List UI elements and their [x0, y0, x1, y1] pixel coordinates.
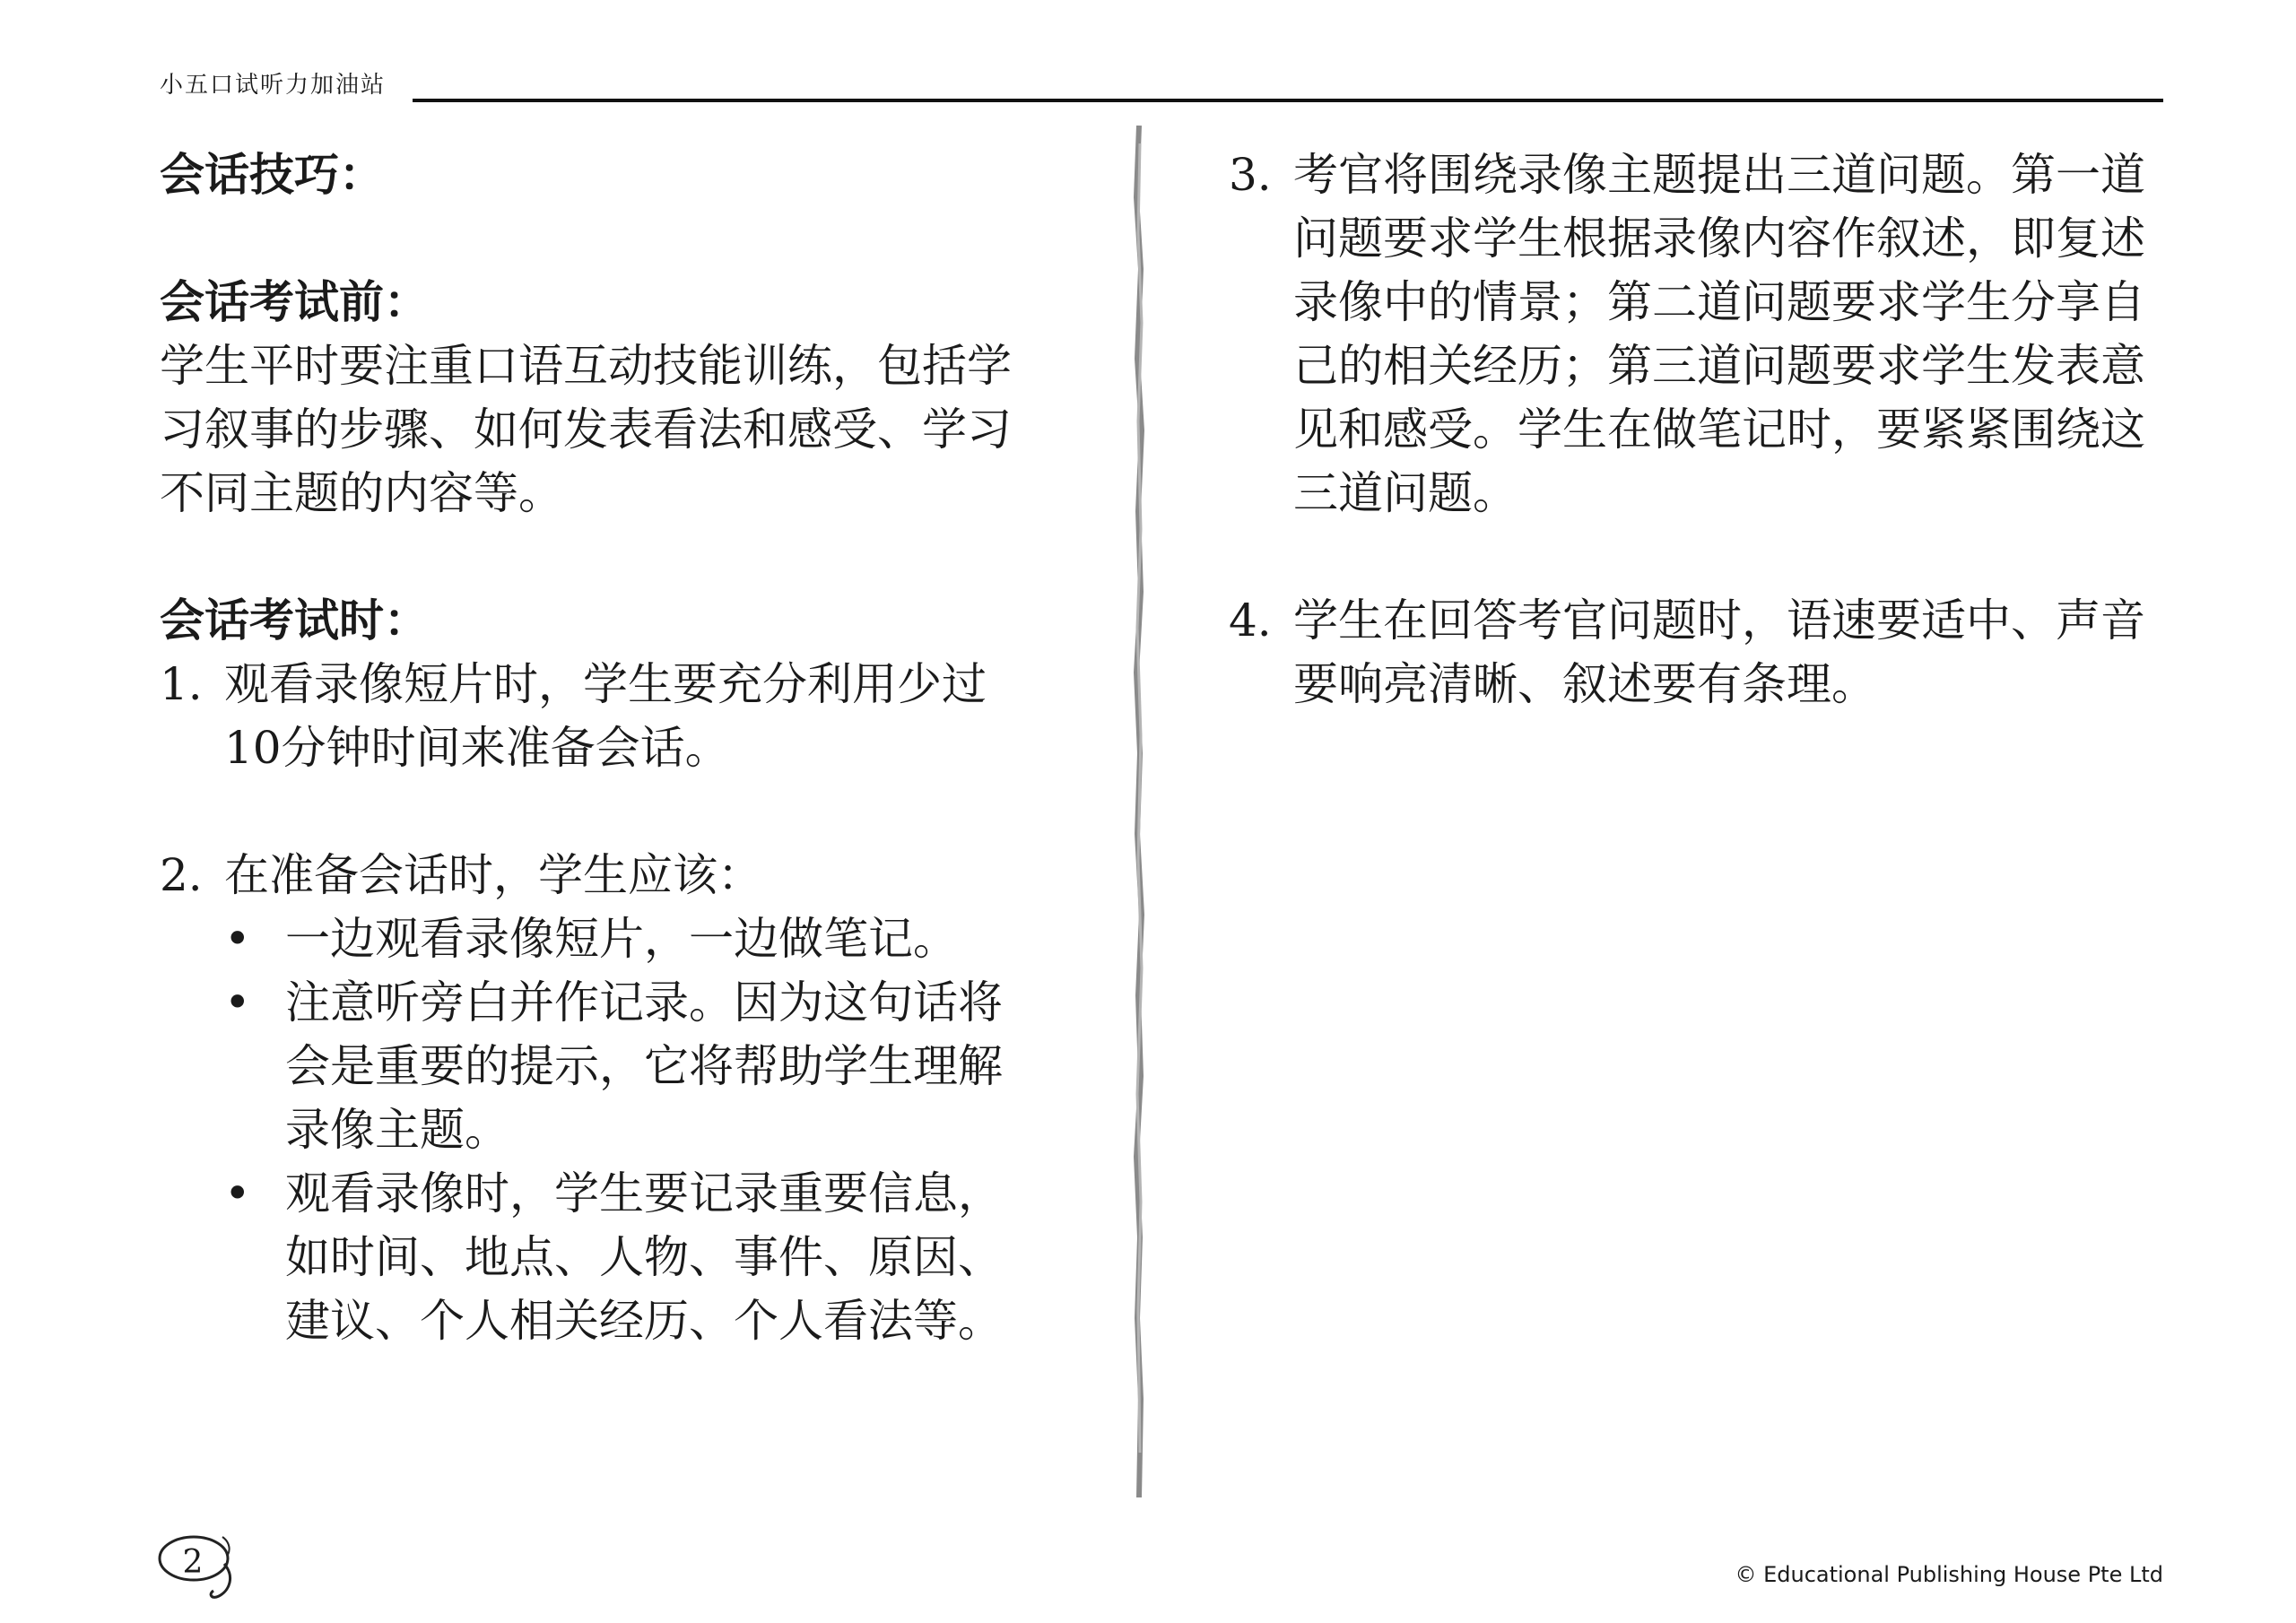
- item-number: 4.: [1229, 595, 1272, 647]
- bullet-icon: •: [224, 1167, 251, 1219]
- item-text: 在准备会话时，学生应该：: [224, 849, 762, 901]
- during-exam-heading: 会话考试时：: [160, 595, 429, 647]
- before-exam-heading: 会话考试前：: [160, 276, 429, 328]
- bullet-item: [224, 1162, 1021, 1353]
- item-number: 2.: [160, 849, 203, 901]
- bullet-item: [224, 971, 1021, 1162]
- header-title: 小五口试听力加油站: [160, 72, 387, 99]
- column-divider: [1130, 126, 1148, 1497]
- right-column: [1229, 143, 2170, 716]
- bullet-item: [224, 907, 1021, 971]
- list-item-4: [1229, 589, 2170, 716]
- bullet-text: 注意听旁白并作记录。因为这句话将会是重要的提示，它将帮助学生理解录像主题。: [285, 976, 1003, 1156]
- list-item-1: [160, 653, 1021, 780]
- item-number: 1.: [160, 658, 203, 710]
- item-number: 3.: [1229, 149, 1272, 201]
- list-item-2: [160, 844, 1021, 907]
- before-exam-text: 学生平时要注重口语互动技能训练，包括学习叙事的步骤、如何发表看法和感受、学习不同主题的内容等。: [160, 340, 1012, 519]
- header-rule: [413, 99, 2163, 102]
- page-number-badge: [152, 1524, 251, 1614]
- item-text: 观看录像短片时，学生要充分利用少过10分钟时间来准备会话。: [224, 658, 987, 774]
- item-text: 考官将围绕录像主题提出三道问题。第一道问题要求学生根据录像内容作叙述，即复述录像中的情景；第二道问题要求学生分享自己的相关经历；第三道问题要求学生发表意见和感受。学生在做笔记时，要紧紧围绕这三道问题。: [1293, 149, 2145, 519]
- left-column: [160, 143, 1021, 1353]
- bullet-list: [160, 907, 1021, 1353]
- section-title: 会话技巧：: [160, 149, 384, 201]
- bullet-text: 观看录像时，学生要记录重要信息，如时间、地点、人物、事件、原因、建议、个人相关经历、个人看法等。: [285, 1167, 1003, 1347]
- item-text: 学生在回答考官问题时，语速要适中、声音要响亮清晰、叙述要有条理。: [1293, 595, 2145, 710]
- list-item-3: [1229, 143, 2170, 525]
- copyright: © Educational Publishing House Pte Ltd: [1735, 1562, 2163, 1587]
- bullet-text: 一边观看录像短片，一边做笔记。: [285, 913, 958, 965]
- bullet-icon: •: [224, 913, 251, 965]
- bullet-icon: •: [224, 976, 251, 1028]
- page-number: 2: [182, 1544, 204, 1581]
